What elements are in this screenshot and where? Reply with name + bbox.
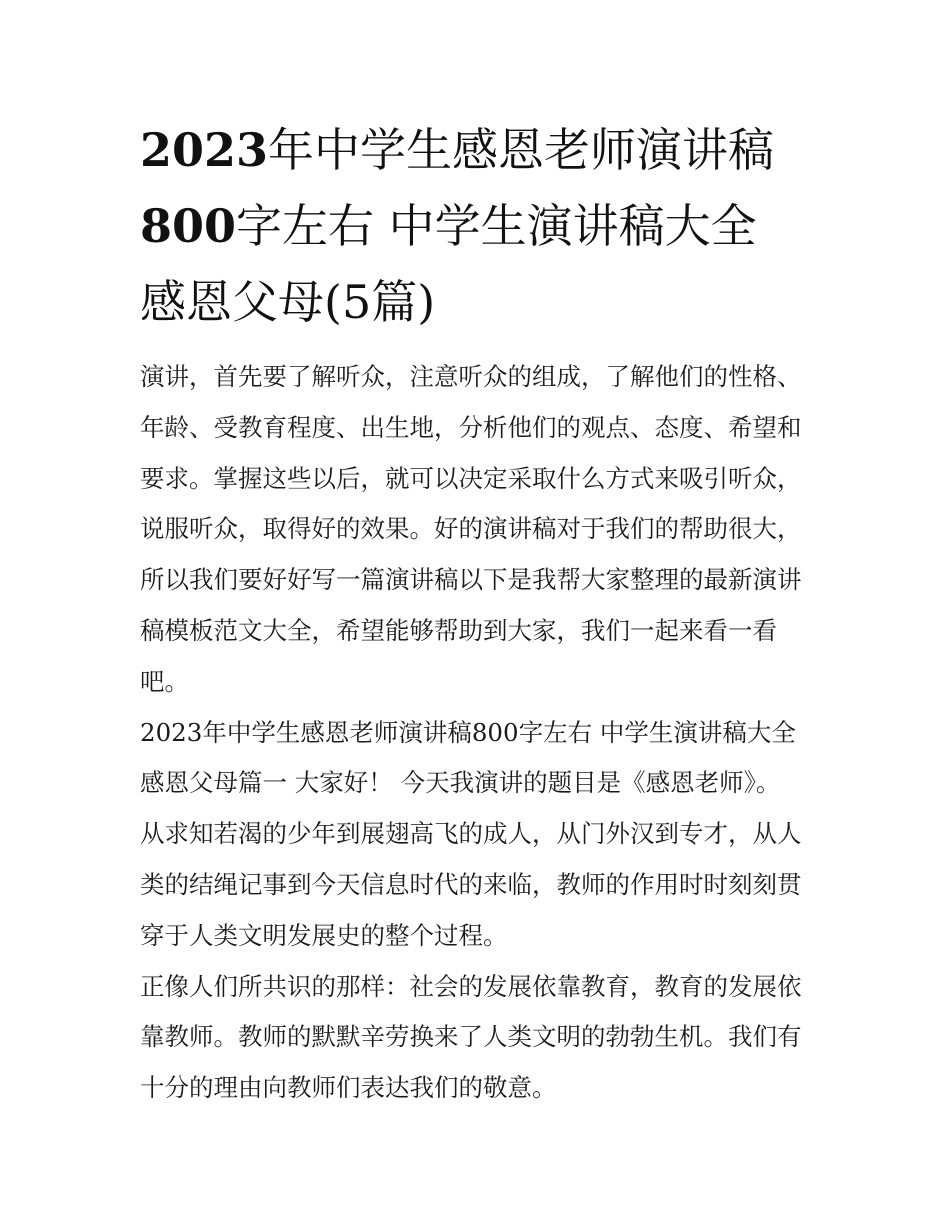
title-text: 字左右 中学生演讲稿大全 [236,199,757,253]
title-line [140,188,830,264]
document-title [140,112,830,340]
body-line: 演讲，首先要了解听众，注意听众的组成，了解他们的性格、 [140,362,802,391]
body-line: 说服听众，取得好的效果。好的演讲稿对于我们的帮助很大， [140,514,802,544]
body-line: 稿模板范文大全，希望能够帮助到大家，我们一起来看一看 [140,615,777,645]
body-line: 吧。 [140,666,189,696]
title-number: 800 [140,199,237,253]
title-text: 感恩父母(5篇) [140,275,436,329]
title-number: 2023 [140,123,269,177]
body-line: 穿于人类文明发展史的整个过程。 [140,920,508,950]
body-line: 正像人们所共识的那样：社会的发展依靠教育，教育的发展依 [140,971,802,1001]
body-line: 靠教师。教师的默默辛劳换来了人类文明的勃勃生机。我们有 [140,1022,802,1052]
title-text: 年中学生感恩老师演讲稿 [268,123,775,177]
title-line [140,112,830,188]
body-line: 十分的理由向教师们表达我们的敬意。 [140,1073,557,1103]
body-line: 感恩父母篇一 大家好！ 今天我演讲的题目是《感恩老师》。 [140,768,781,798]
document-body [140,352,830,1114]
body-line: 要求。掌握这些以后，就可以决定采取什么方式来吸引听众， [140,463,802,493]
body-line: 类的结绳记事到今天信息时代的来临，教师的作用时时刻刻贯 [140,869,802,899]
body-line: 所以我们要好好写一篇演讲稿以下是我帮大家整理的最新演讲 [140,565,802,595]
body-line: 从求知若渴的少年到展翅高飞的成人，从门外汉到专才，从人 [140,819,802,849]
body-line: 2023年中学生感恩老师演讲稿800字左右 中学生演讲稿大全 [140,717,796,747]
body-line: 年龄、受教育程度、出生地，分析他们的观点、态度、希望和 [140,412,802,442]
title-line [140,264,830,340]
